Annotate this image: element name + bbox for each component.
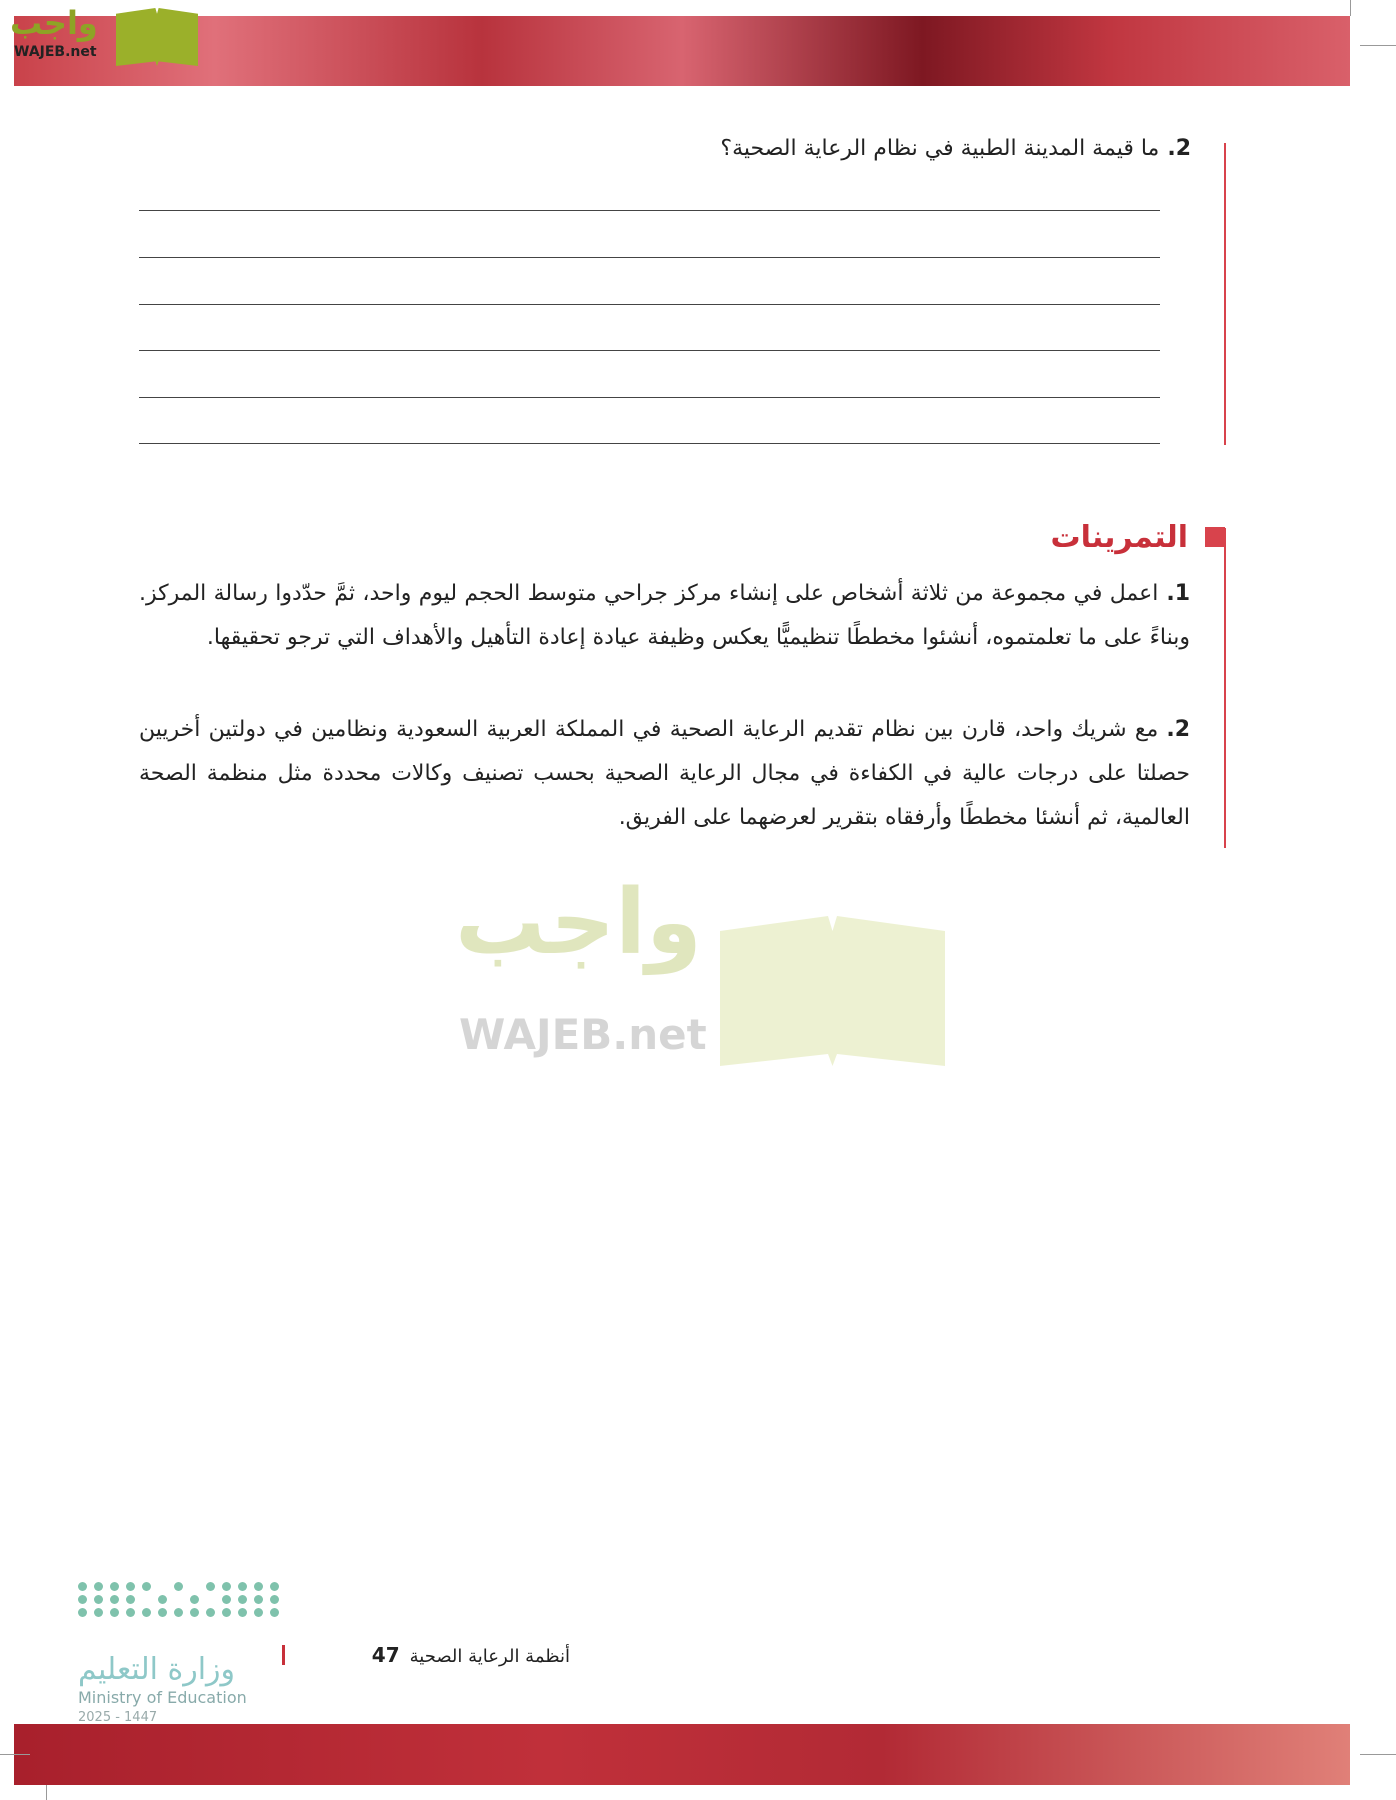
answer-line[interactable] — [139, 350, 1160, 351]
exercise-item — [139, 708, 1190, 840]
top-banner — [14, 16, 1350, 86]
page-number: 47 — [371, 1643, 400, 1667]
answer-line[interactable] — [139, 304, 1160, 305]
emblem-dot — [254, 1595, 263, 1604]
emblem-dot — [190, 1608, 199, 1617]
emblem-dot — [238, 1608, 247, 1617]
emblem-dot — [94, 1582, 103, 1591]
emblem-dot — [270, 1608, 279, 1617]
section-side-bar — [1224, 528, 1226, 848]
emblem-dot — [142, 1608, 151, 1617]
emblem-dot — [222, 1608, 231, 1617]
logo-text-en: WAJEB.net — [14, 44, 97, 60]
emblem-dot — [94, 1595, 103, 1604]
answer-line[interactable] — [139, 210, 1160, 211]
emblem-dot — [174, 1608, 183, 1617]
ministry-ar: وزارة التعليم — [78, 1652, 236, 1687]
emblem-dot — [142, 1582, 151, 1591]
emblem-dot — [126, 1582, 135, 1591]
question-2 — [720, 136, 1191, 161]
page-footer — [290, 1643, 570, 1667]
question-number: 2. — [1167, 136, 1191, 161]
ministry-logo — [78, 1582, 258, 1728]
question-side-bar — [1224, 143, 1226, 445]
emblem-dot — [126, 1608, 135, 1617]
page-number-marker — [282, 1645, 285, 1665]
answer-line[interactable] — [139, 443, 1160, 444]
emblem-dot — [110, 1608, 119, 1617]
emblem-dot — [254, 1582, 263, 1591]
exercise-number: 2. — [1166, 717, 1190, 742]
exercises-heading: التمرينات — [1050, 520, 1188, 555]
watermark-ar: واجب — [455, 870, 702, 975]
crop-mark — [46, 1785, 47, 1800]
book-icon — [720, 916, 945, 1066]
crop-mark — [1360, 1754, 1396, 1755]
exercise-text: اعمل في مجموعة من ثلاثة أشخاص على إنشاء مركز جراحي متوسط الحجم ليوم واحد، ثمَّ حدّدوا رسالة المركز. وبناءً على ما تعلمتموه، أنشئوا مخططًا تنظيميًّا يعكس وظيفة عيادة إعادة التأهيل والأهداف التي ترجو تحقيقها. — [139, 581, 1190, 650]
emblem-dot — [270, 1582, 279, 1591]
emblem-dot — [78, 1608, 87, 1617]
exercise-item — [139, 572, 1190, 660]
emblem-dot — [158, 1595, 167, 1604]
emblem-dot — [254, 1608, 263, 1617]
emblem-dot — [222, 1582, 231, 1591]
emblem-dot — [158, 1608, 167, 1617]
emblem-dot — [110, 1582, 119, 1591]
exercise-number: 1. — [1166, 581, 1190, 606]
bottom-banner — [14, 1724, 1350, 1785]
crop-mark — [0, 1754, 30, 1755]
logo-text-ar: واجب — [10, 4, 98, 42]
crop-mark — [1360, 45, 1396, 46]
book-title: أنظمة الرعاية الصحية — [409, 1646, 570, 1667]
crop-mark — [1350, 0, 1351, 16]
emblem-dot — [238, 1595, 247, 1604]
answer-line[interactable] — [139, 257, 1160, 258]
emblem-dot — [206, 1582, 215, 1591]
emblem-dot — [174, 1582, 183, 1591]
book-icon — [116, 8, 198, 66]
watermark-en: WAJEB.net — [459, 1010, 707, 1059]
emblem-dot — [206, 1608, 215, 1617]
emblem-dot — [78, 1582, 87, 1591]
edition-year: 2025 - 1447 — [78, 1710, 158, 1725]
dots-emblem-icon — [78, 1582, 258, 1617]
emblem-dot — [238, 1582, 247, 1591]
emblem-dot — [78, 1595, 87, 1604]
emblem-dot — [126, 1595, 135, 1604]
ministry-en: Ministry of Education — [78, 1688, 247, 1707]
heading-marker — [1205, 527, 1225, 547]
emblem-dot — [270, 1595, 279, 1604]
exercise-text: مع شريك واحد، قارن بين نظام تقديم الرعاية الصحية في المملكة العربية السعودية ونظامين في دولتين أخريين حصلتا على درجات عالية في الكفاءة في مجال الرعاية الصحية بحسب تصنيف وكالات محددة مثل منظمة الصحة العالمية، ثم أنشئا مخططًا وأرفقاه بتقرير لعرضهما على الفريق. — [139, 717, 1190, 830]
emblem-dot — [222, 1595, 231, 1604]
emblem-dot — [190, 1595, 199, 1604]
wajeb-logo[interactable] — [10, 4, 190, 66]
answer-line[interactable] — [139, 397, 1160, 398]
emblem-dot — [94, 1608, 103, 1617]
question-text: ما قيمة المدينة الطبية في نظام الرعاية الصحية؟ — [720, 136, 1160, 161]
emblem-dot — [110, 1595, 119, 1604]
